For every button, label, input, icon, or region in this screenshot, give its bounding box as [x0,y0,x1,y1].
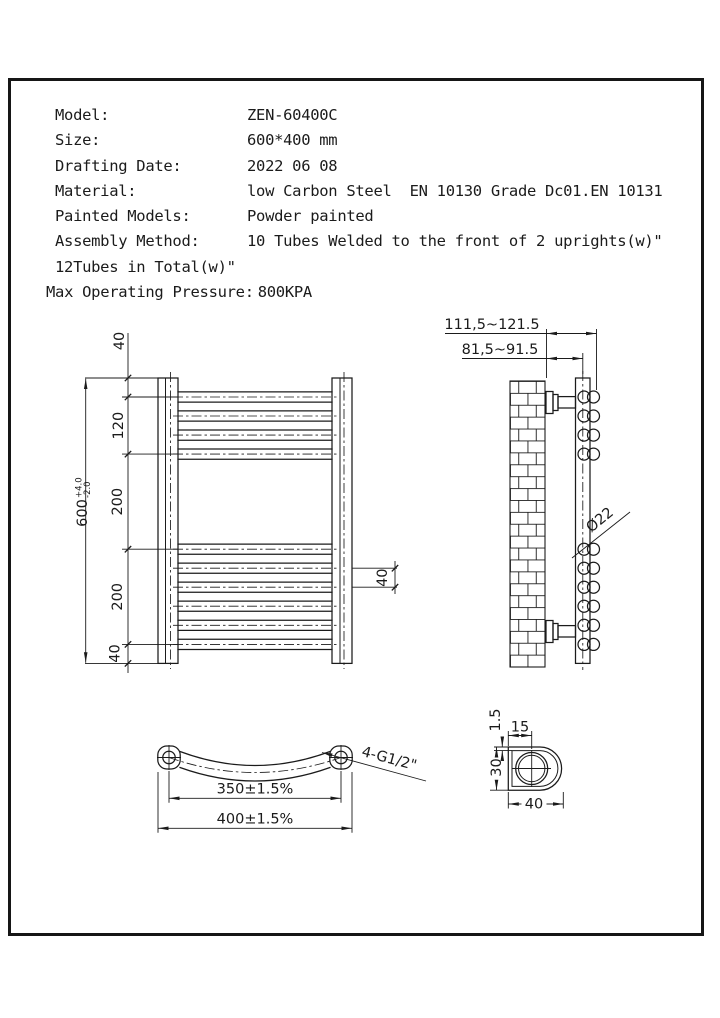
dim-text-wall-center: 81,5~91.5 [461,342,539,358]
curved-tube-back-edge [180,768,330,782]
detail-view [488,708,563,812]
tube-group-bottom [178,544,332,649]
dim-text-400: 400±1.5% [216,811,294,828]
spec-value: 600*400 mm [247,131,338,150]
front-view [75,332,399,673]
dim-text-200-upper [110,488,126,516]
dim-text-40-top [112,332,128,350]
dim-text-thread [360,744,418,774]
spec-value: Powder painted [247,207,374,226]
dim-600-tol-minus: -2.0 [83,481,93,498]
dim-text-350: 350±1.5% [216,781,294,798]
dim-600-tol-plus: +4.0 [74,477,85,498]
spec-label: Assembly Method: [55,232,200,251]
spec-label: Material: [55,181,137,200]
side-view [444,317,630,670]
dim-text-30 [489,758,505,776]
spec-value: ZEN-60400C [247,106,338,124]
spec-value: 800KPA [257,283,312,302]
spec-label: Model: [55,106,110,124]
dim-text-15: 15 [510,719,530,736]
dim-text-tube-diameter [584,505,617,536]
svg-text:40: 40 [107,644,124,663]
spec-label: Size: [55,131,101,150]
tube-centerlines [173,397,337,644]
spec-value: 2022 06 08 [247,156,338,175]
brick-wall [510,381,545,667]
svg-text:Ø22: Ø22 [583,504,617,536]
spec-label: Drafting Date: [55,156,182,175]
spec-label: Painted Models: [55,207,191,226]
spec-label: Max Operating Pressure: [46,283,254,302]
spec-value: low Carbon Steel EN 10130 Grade Dc01.EN 10131 [247,181,663,200]
spec-note-text: 12Tubes in Total(w)" [55,257,236,276]
dim-text-40: 40 [524,796,544,813]
tube-group-top [178,392,332,459]
dim-text-600 [75,477,94,526]
bottom-wall-bracket [546,621,576,643]
svg-text:200: 200 [110,582,126,611]
dim-text-120 [111,412,127,440]
left-connection-fitting [157,745,181,770]
curved-tube-front-edge [180,752,330,766]
dim-text-tube-gap [375,568,391,586]
svg-text:40: 40 [112,331,128,351]
svg-text:120: 120 [111,411,127,440]
svg-text:4-G1/2": 4-G1/2" [359,744,419,775]
dim-text-wall-front: 111,5~121.5 [444,317,540,333]
svg-text:40: 40 [375,568,391,587]
dim-text-200-lower [110,583,126,611]
svg-text:200: 200 [110,487,126,516]
left-upright [158,378,178,663]
svg-text:1.5: 1.5 [488,708,504,732]
side-extension-lines [547,329,597,390]
bracket-hole-crosshair [513,750,552,787]
spec-value: 10 Tubes Welded to the front of 2 uprights(w)" [247,232,663,251]
svg-text:30: 30 [489,758,505,777]
top-wall-bracket [546,392,576,414]
right-upright [332,378,352,663]
dim-text-40-bottom [108,644,124,662]
dim-text-thickness [488,708,504,731]
plan-view [157,744,426,833]
dim-600-value: 600 [75,499,91,527]
